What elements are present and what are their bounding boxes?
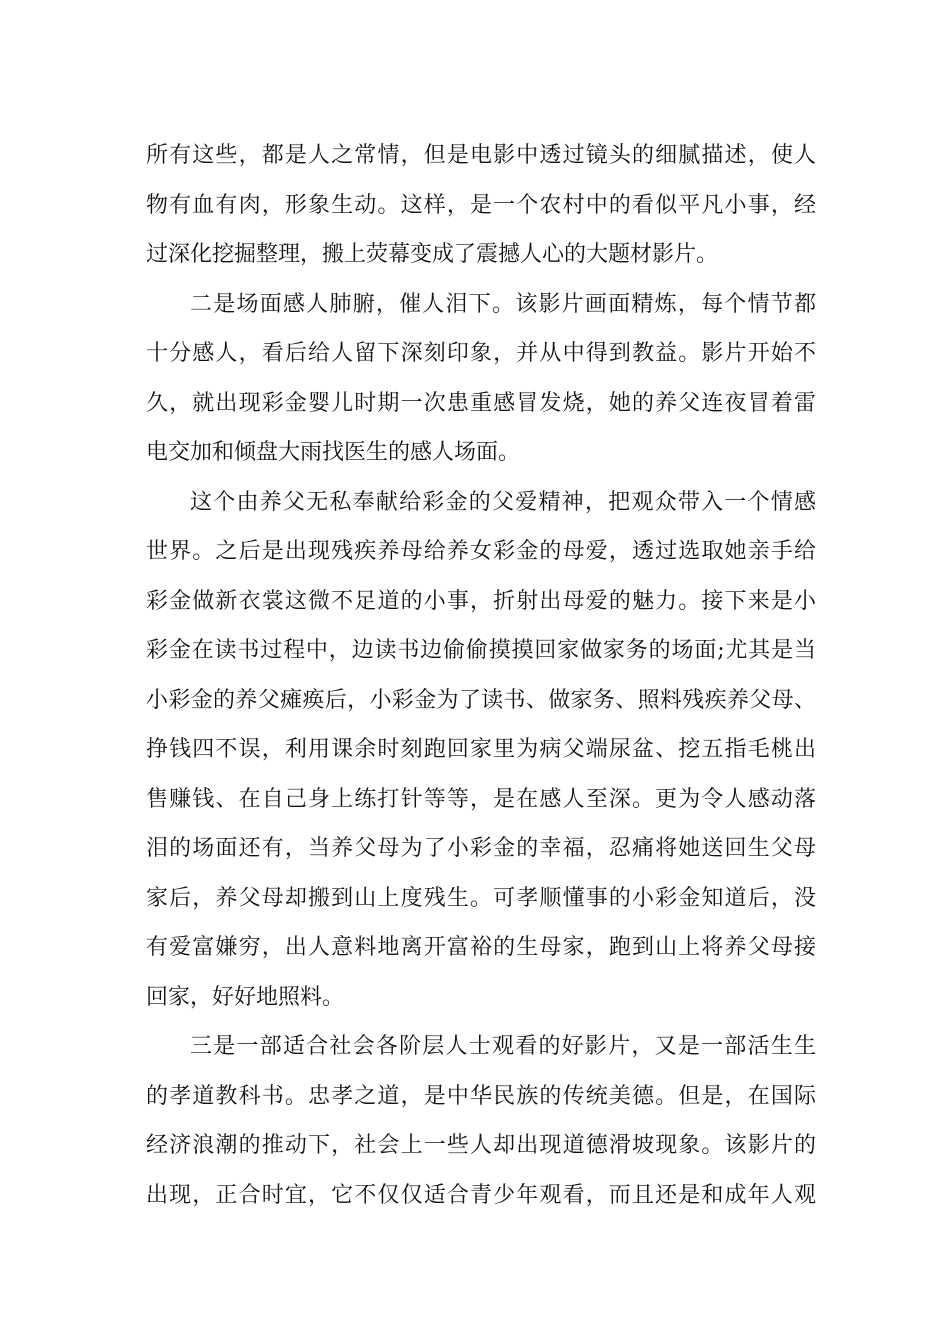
text-line: 十分感人，看后给人留下深刻印象，并从中得到教益。影片开始不 bbox=[146, 341, 816, 366]
text-line: 家后，养父母却搬到山上度残生。可孝顺懂事的小彩金知道后，没 bbox=[146, 885, 816, 911]
text-line: 的孝道教科书。忠孝之道，是中华民族的传统美德。但是，在国际 bbox=[146, 1083, 816, 1109]
text-line: 小彩金的养父瘫痪后，小彩金为了读书、做家务、照料残疾养父母、 bbox=[146, 687, 816, 713]
text-line: 久，就出现彩金婴儿时期一次患重感冒发烧，她的养父连夜冒着雷 bbox=[146, 390, 816, 416]
text-line: 这个由养父无私奉献给彩金的父爱精神，把观众带入一个情感 bbox=[190, 489, 816, 515]
text-line: 所有这些，都是人之常情，但是电影中透过镜头的细腻描述，使人 bbox=[146, 143, 816, 168]
text-line: 出现，正合时宜，它不仅仅适合青少年观看，而且还是和成年人观 bbox=[146, 1182, 816, 1208]
text-line: 回家，好好地照料。 bbox=[146, 984, 345, 1010]
text-line: 彩金在读书过程中，边读书边偷偷摸摸回家做家务的场面;尤其是当 bbox=[146, 638, 816, 663]
text-line: 世界。之后是出现残疾养母给养女彩金的母爱，透过选取她亲手给 bbox=[146, 539, 816, 564]
text-line: 二是场面感人肺腑，催人泪下。该影片画面精炼，每个情节都 bbox=[190, 291, 816, 317]
text-line: 物有血有肉，形象生动。这样，是一个农村中的看似平凡小事，经 bbox=[146, 192, 816, 218]
text-line: 电交加和倾盘大雨找医生的感人场面。 bbox=[146, 440, 521, 465]
text-line: 经济浪潮的推动下，社会上一些人却出现道德滑坡现象。该影片的 bbox=[146, 1133, 816, 1158]
text-line: 彩金做新衣裳这微不足道的小事，折射出母爱的魅力。接下来是小 bbox=[146, 588, 816, 614]
text-line: 售赚钱、在自己身上练打针等等，是在感人至深。更为令人感动落 bbox=[146, 786, 816, 812]
document-body bbox=[146, 131, 816, 1220]
text-line: 有爱富嫌穷，出人意料地离开富裕的生母家，跑到山上将养父母接 bbox=[146, 935, 816, 960]
text-line: 过深化挖掘整理，搬上荧幕变成了震撼人心的大题材影片。 bbox=[146, 242, 719, 267]
text-line: 挣钱四不误，利用课余时刻跑回家里为病父端尿盆、挖五指毛桃出 bbox=[146, 737, 816, 762]
text-line: 三是一部适合社会各阶层人士观看的好影片，又是一部活生生 bbox=[190, 1034, 816, 1059]
text-line: 泪的场面还有，当养父母为了小彩金的幸福，忍痛将她送回生父母 bbox=[146, 836, 816, 861]
